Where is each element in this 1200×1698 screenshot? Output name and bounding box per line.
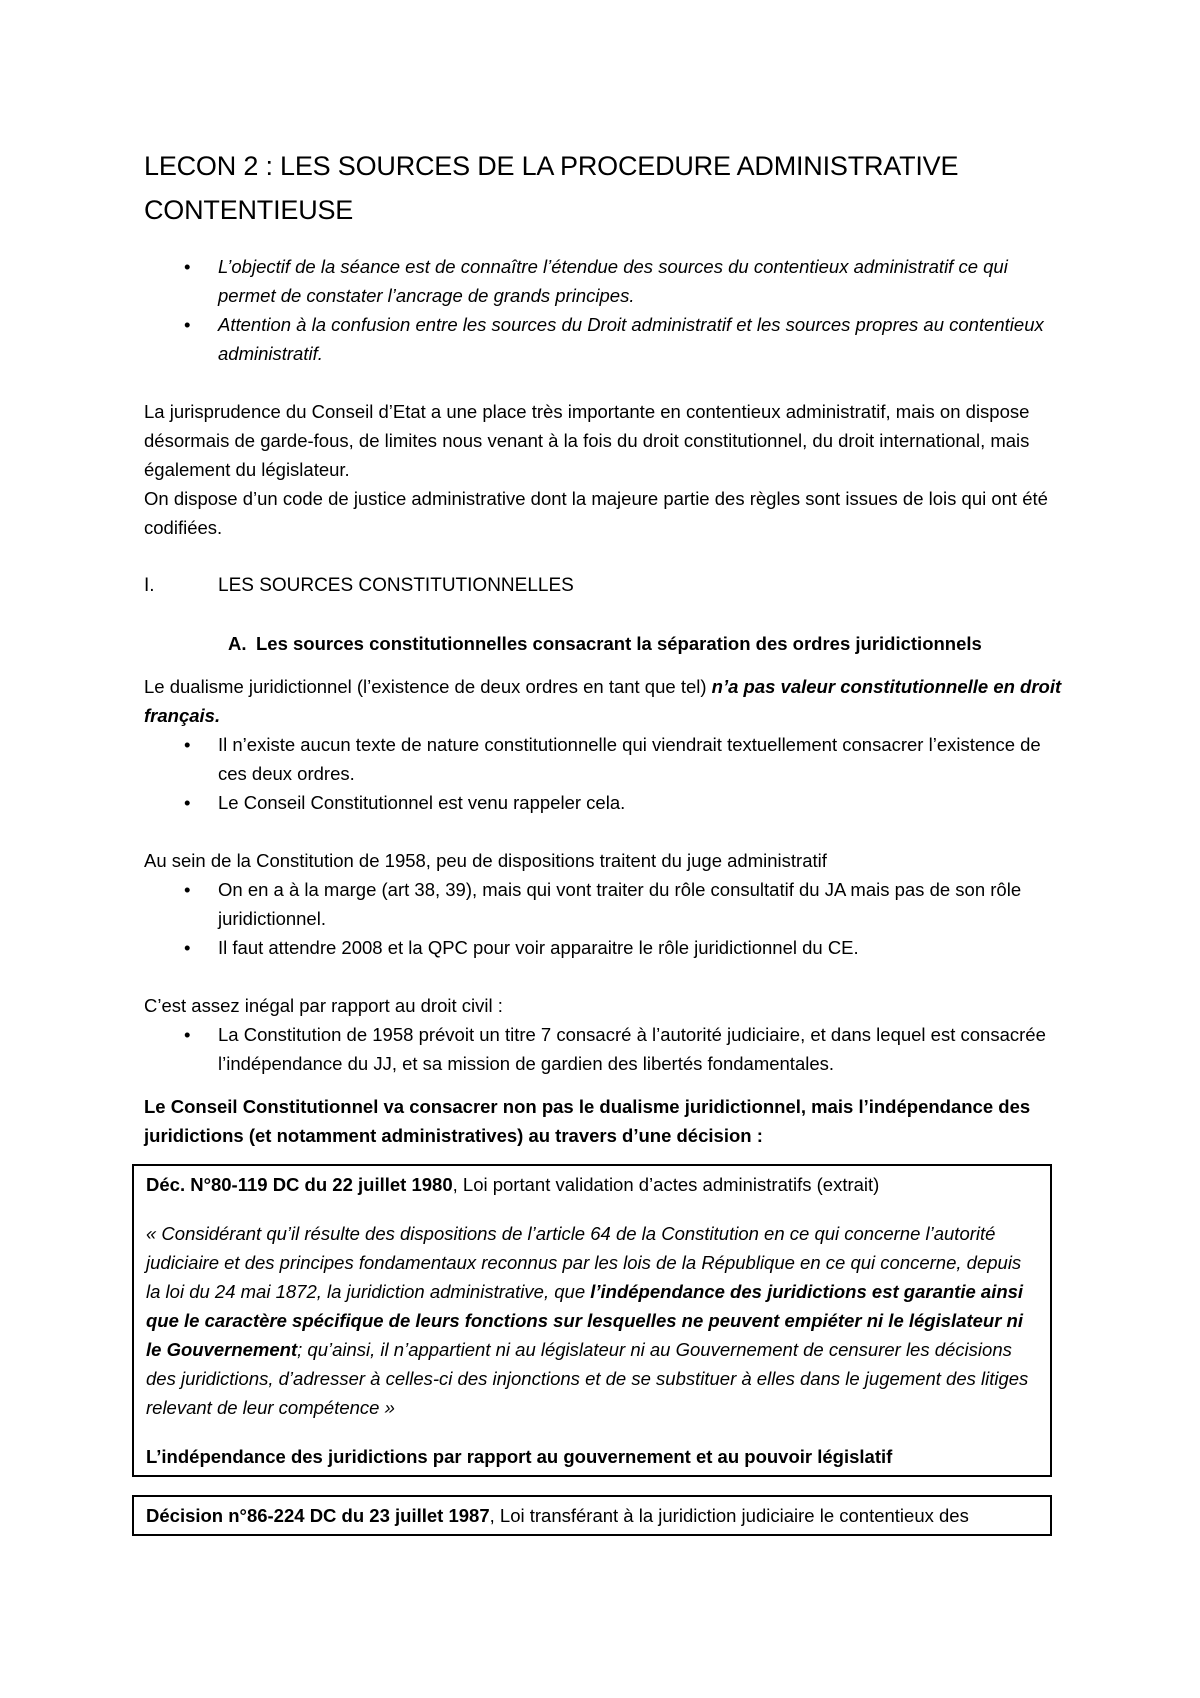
paragraph-jurisprudence: La jurisprudence du Conseil d’Etat a une place très importante en contentieux administratif, mais on dispose désormais de garde-fous, de limites nous venant à la fois du droit constitutionnel, du droit international, mais également du législateur. xyxy=(144,401,1030,480)
decision-reference xyxy=(146,1170,1040,1199)
subsection-number: A. xyxy=(228,633,247,654)
paragraph-dualisme xyxy=(144,672,1064,730)
decision-ref-rest: , Loi transférant à la juridiction judiciaire le contentieux des xyxy=(489,1505,969,1526)
droit-civil-bullet-list xyxy=(144,1020,1064,1078)
decision-box-1980 xyxy=(132,1164,1052,1477)
subsection-label: Les sources constitutionnelles consacrant la séparation des ordres juridictionnels xyxy=(256,633,982,654)
list-item: • Il faut attendre 2008 et la QPC pour voir apparaitre le rôle juridictionnel du CE. xyxy=(144,933,1064,962)
document-body xyxy=(144,144,1064,1536)
subsection-heading-a xyxy=(228,629,1064,658)
quote-part-1: « Considérant qu’il résulte des dispositions de l’article 64 de la Constitution en ce qui concerne l’autorité judiciaire et des principes fondamentaux reconnus par les lois de la République en ce qui concerne, depuis la loi du 24 mai 1872, la juridiction administrative, que xyxy=(146,1223,1022,1302)
page-title: LECON 2 : LES SOURCES DE LA PROCEDURE ADMINISTRATIVE CONTENTIEUSE xyxy=(144,151,959,225)
constitution-bullet-list xyxy=(144,875,1064,962)
section-heading-constitutionnelles xyxy=(144,571,1064,600)
decision-box-1987 xyxy=(132,1495,1052,1536)
dualisme-bullet-list xyxy=(144,730,1064,817)
quote-part-2: ; qu’ainsi, il n’appartient ni au législateur ni au Gouvernement de censurer les décisions des juridictions, d’adresser à celles-ci des injonctions et de se substituer à elles dans le jugement des litiges relevant de leur compétence » xyxy=(146,1339,1029,1418)
intro-bullet: • Attention à la confusion entre les sources du Droit administratif et les sources propres au contentieux administratif. xyxy=(144,310,1064,368)
list-item: • La Constitution de 1958 prévoit un titre 7 consacré à l’autorité judiciaire, et dans lequel est consacrée l’indépendance du JJ, et sa mission de gardien des libertés fondamentales. xyxy=(144,1020,1064,1078)
decision-ref-rest: , Loi portant validation d’actes administratifs (extrait) xyxy=(452,1174,880,1195)
intro-bullet: • L’objectif de la séance est de connaître l’étendue des sources du contentieux administratif ce qui permet de constater l’ancrage de grands principes. xyxy=(144,252,1064,310)
section-number: I. xyxy=(144,575,155,596)
decision-conclusion: L’indépendance des juridictions par rapport au gouvernement et au pouvoir législatif xyxy=(146,1446,893,1467)
paragraph-conseil-constitutionnel: Le Conseil Constitutionnel va consacrer non pas le dualisme juridictionnel, mais l’indépendance des juridictions (et notamment administratives) au travers d’une décision : xyxy=(144,1096,1031,1146)
paragraph-code-justice: On dispose d’un code de justice administrative dont la majeure partie des règles sont issues de lois qui ont été codifiées. xyxy=(144,488,1048,538)
decision-ref-bold: Décision n°86-224 DC du 23 juillet 1987 xyxy=(146,1505,490,1526)
list-item: • On en a à la marge (art 38, 39), mais qui vont traiter du rôle consultatif du JA mais pas de son rôle juridictionnel. xyxy=(144,875,1064,933)
list-item: • Le Conseil Constitutionnel est venu rappeler cela. xyxy=(144,788,1064,817)
section-label: LES SOURCES CONSTITUTIONNELLES xyxy=(218,575,574,596)
dualisme-emphasis: n’a pas valeur constitutionnelle en droit français. xyxy=(144,676,1062,726)
decision-reference xyxy=(146,1501,1040,1530)
quote-bold: l’indépendance des juridictions est garantie ainsi que le caractère spécifique de leurs fonctions sur lesquelles ne peuvent empiéter ni le législateur ni le Gouvernement xyxy=(146,1281,1024,1360)
decision-ref-bold: Déc. N°80-119 DC du 22 juillet 1980 xyxy=(146,1174,453,1195)
paragraph-droit-civil: C’est assez inégal par rapport au droit civil : xyxy=(144,995,503,1016)
paragraph-constitution-1958: Au sein de la Constitution de 1958, peu de dispositions traitent du juge administratif xyxy=(144,850,827,871)
dualisme-lead: Le dualisme juridictionnel (l’existence de deux ordres en tant que tel) xyxy=(144,676,712,697)
intro-bullet-list xyxy=(144,252,1064,368)
list-item: • Il n’existe aucun texte de nature constitutionnelle qui viendrait textuellement consacrer l’existence de ces deux ordres. xyxy=(144,730,1064,788)
decision-quote xyxy=(146,1219,1040,1422)
